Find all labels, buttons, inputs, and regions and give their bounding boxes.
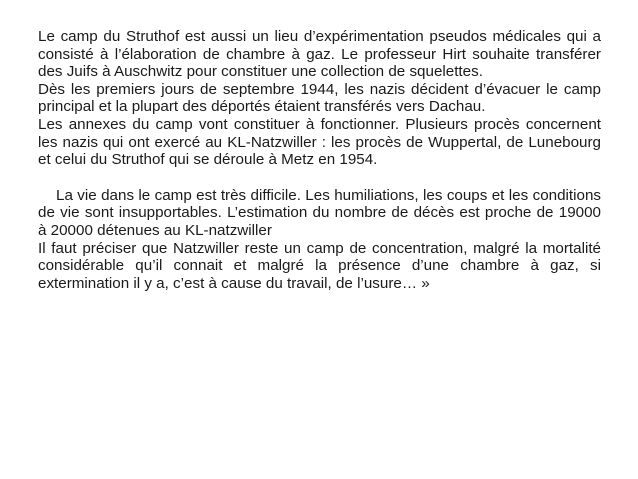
paragraph-camp-life: La vie dans le camp est très difficile. Les humiliations, les coups et les conditions de vie sont insupportables. L’estimation du nombre de décès est proche de 19000 à 20000 détenues au KL-natzwiller	[38, 186, 601, 239]
paragraph-evacuation-1944: Dès les premiers jours de septembre 1944, les nazis décident d’évacuer le camp principal et la plupart des déportés étaient transférés vers Dachau.	[38, 80, 601, 116]
paragraph-struthof-experiments: Le camp du Struthof est aussi un lieu d’expérimentation pseudos médicales qui a consisté à l’élaboration de chambre à gaz. Le professeur Hirt souhaite transférer des Juifs à Auschwitz pour constituer une collection de squelettes.	[38, 28, 601, 81]
slide-text-body	[38, 28, 601, 292]
paragraph-trials: Les annexes du camp vont constituer à fonctionner. Plusieurs procès concernent les nazis qui ont exercé au KL-Natzwiller : les procès de Wuppertal, de Lunebourg et celui du Struthof qui se déroule à Metz en 1954.	[38, 115, 601, 169]
paragraph-concentration-camp: Il faut préciser que Natzwiller reste un camp de concentration, malgré la mortalité considérable qu’il connait et malgré la présence d’une chambre à gaz, si extermination il y a, c’est à cause du travail, de l’usure… »	[38, 239, 601, 292]
